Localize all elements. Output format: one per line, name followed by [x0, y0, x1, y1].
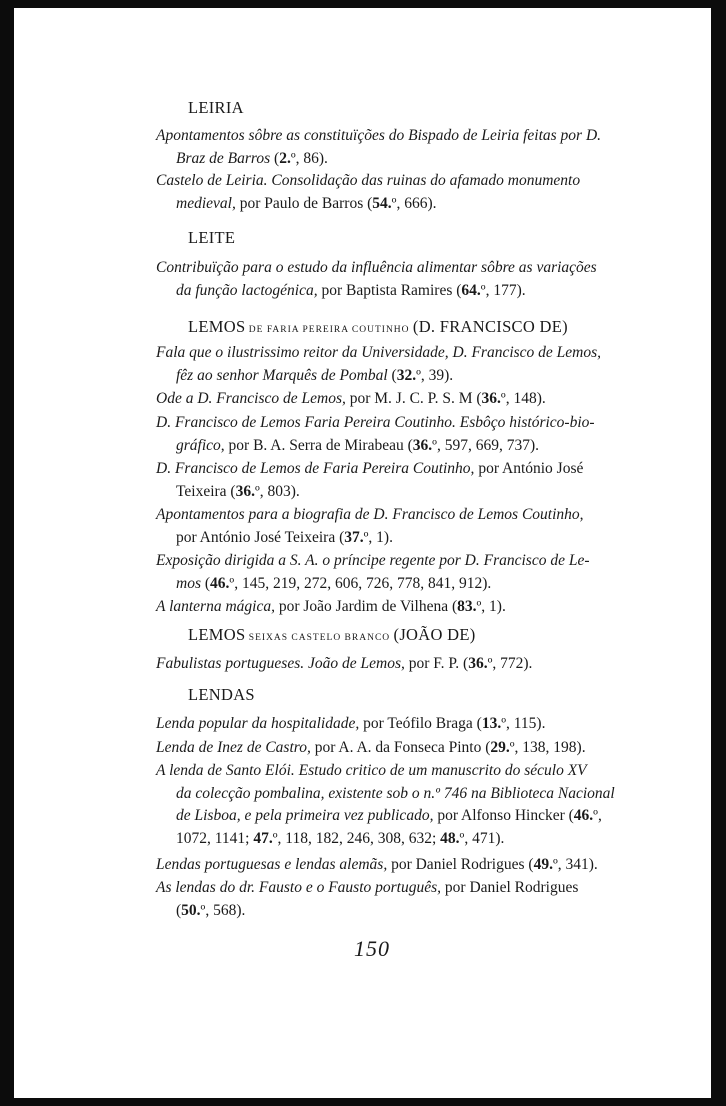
pages-text: º, 138, 198). [509, 739, 586, 756]
title-text: medieval, [176, 194, 236, 212]
volume-number: 49. [533, 856, 553, 873]
entry-line [156, 504, 641, 527]
title-text: Fabulistas portugueses. João de Lemos, [156, 655, 405, 672]
entry-line [156, 193, 641, 216]
plain-text: Teixeira ( [176, 482, 236, 500]
volume-number: 46. [210, 574, 230, 592]
volume-number: 36. [468, 655, 488, 672]
bibliography-entry [156, 713, 641, 736]
pages-text: º, 597, 669, 737). [432, 436, 539, 454]
title-text: gráfico, [176, 436, 225, 454]
pages-text: º, 115). [501, 715, 546, 732]
pages-text: º, 145, 219, 272, 606, 726, 778, 841, 912). [229, 574, 492, 592]
title-text: Apontamentos para a biografia de D. Francisco de Lemos Coutinho, [156, 506, 584, 523]
bibliography-entry [156, 504, 641, 549]
heading-rest: (JOÃO DE) [393, 625, 476, 644]
plain-text: por Paulo de Barros ( [235, 194, 373, 212]
entry-line [156, 170, 641, 193]
volume-number: 48. [440, 829, 460, 847]
volume-number: 32. [396, 366, 417, 384]
entry-line [156, 527, 641, 550]
plain-text: ( [387, 366, 397, 384]
book-page [14, 8, 711, 1098]
plain-text: por António José [474, 460, 584, 477]
title-text: Fala que o ilustrissimo reitor da Universidade, D. Francisco de Lemos, [156, 344, 602, 361]
entry-line [156, 573, 641, 596]
section-heading-leite [188, 228, 235, 248]
heading-main: LEMOS [188, 625, 246, 644]
heading-main: LEMOS [188, 317, 246, 336]
heading-small-caps: SEIXAS CASTELO BRANCO [245, 633, 394, 643]
volume-number: 37. [344, 528, 364, 546]
heading-main: LEITE [188, 228, 236, 247]
pages-text: º, 1). [476, 598, 506, 615]
volume-number: 47. [253, 829, 273, 847]
title-text: Contribuïção para o estudo da influência alimentar sôbre as variações [156, 259, 597, 276]
bibliography-entry [156, 737, 641, 760]
bibliography-entry [156, 760, 641, 850]
entry-line [156, 342, 641, 365]
plain-text: por João Jardim de Vilhena ( [274, 598, 458, 615]
title-text: As lendas do dr. Fausto e o Fausto português, [156, 879, 442, 896]
entry-line [156, 125, 641, 148]
pages-text: º, 177). [480, 281, 526, 299]
pages-text: º, 148). [500, 390, 546, 407]
title-text: D. Francisco de Lemos de Faria Pereira Coutinho, [156, 460, 475, 477]
section-heading-lemos-francisco [188, 317, 568, 337]
volume-number: 36. [235, 482, 255, 500]
pages-text: º, 341). [552, 856, 598, 873]
entry-line [156, 783, 641, 806]
title-text: A lanterna mágica, [156, 598, 275, 615]
volume-number: 64. [461, 281, 481, 299]
heading-main: LEIRIA [188, 98, 244, 117]
bibliography-entry [156, 550, 641, 595]
plain-text: por Teófilo Braga ( [359, 715, 482, 732]
entry-line [156, 435, 641, 458]
entry-line [156, 805, 641, 828]
pages-text: º, 1). [363, 528, 393, 546]
bibliography-entry [156, 458, 641, 503]
entry-line [156, 713, 641, 736]
plain-text: por A. A. da Fonseca Pinto ( [310, 739, 491, 756]
pages-text: º, 568). [200, 901, 246, 919]
plain-text: por Daniel Rodrigues ( [387, 856, 534, 873]
plain-text: por Daniel Rodrigues [441, 879, 579, 896]
bibliography-entry [156, 412, 641, 457]
section-heading-lendas [188, 685, 255, 705]
bibliography-entry [156, 877, 641, 922]
title-text: de Lisboa, e pela primeira vez publicado, [176, 807, 434, 824]
pages-text: º, 772). [487, 655, 533, 672]
plain-text: por António José Teixeira ( [176, 528, 345, 546]
plain-text: ( [176, 901, 182, 919]
entry-line [156, 365, 641, 388]
entry-line [156, 280, 641, 303]
heading-main: LENDAS [188, 685, 255, 704]
entry-line [156, 550, 641, 573]
pages-text: º, 471). [459, 829, 505, 847]
plain-text: por B. A. Serra de Mirabeau ( [224, 436, 413, 454]
pages-text: º, 803). [254, 482, 300, 500]
pages-text: º, [593, 807, 602, 824]
bibliography-entry [156, 125, 641, 170]
pages-text: º, 39). [416, 366, 454, 384]
plain-text: por M. J. C. P. S. M ( [345, 390, 482, 407]
title-text: A lenda de Santo Elói. Estudo critico de um manuscrito do século XV [156, 762, 587, 779]
entry-line [156, 257, 641, 280]
plain-text: ( [270, 149, 280, 167]
title-text: Braz de Barros [176, 149, 271, 167]
entry-line [156, 458, 641, 481]
volume-number: 36. [412, 436, 433, 454]
plain-text: por F. P. ( [404, 655, 469, 672]
entry-line [156, 596, 641, 619]
bibliography-entry [156, 170, 641, 215]
entry-line [156, 653, 641, 676]
title-text: Castelo de Leiria. Consolidação das ruinas do afamado monumento [156, 172, 581, 189]
entry-line [156, 760, 641, 783]
title-text: da função lactogénica, [176, 281, 318, 299]
plain-text: 1072, 1141; [176, 829, 254, 847]
volume-number: 83. [457, 598, 477, 615]
title-text: D. Francisco de Lemos Faria Pereira Coutinho. Esbôço histórico-bio- [156, 414, 595, 431]
entry-line [156, 481, 641, 504]
title-text: Ode a D. Francisco de Lemos, [156, 390, 346, 407]
entry-line [156, 148, 641, 171]
entry-line [156, 388, 641, 411]
pages-text: º, 666). [391, 194, 437, 212]
volume-number: 46. [573, 807, 594, 824]
title-text: Lenda popular da hospitalidade, [156, 715, 360, 732]
bibliography-entry [156, 854, 641, 877]
title-text: da colecção pombalina, existente sob o n.º 746 na Biblioteca Nacional [176, 784, 615, 802]
page-number: 150 [354, 936, 390, 961]
entry-line [156, 737, 641, 760]
title-text: Apontamentos sôbre as constituïções do Bispado de Leiria feitas por D. [156, 127, 602, 144]
bibliography-entry [156, 653, 641, 676]
heading-rest: (D. FRANCISCO DE) [412, 317, 568, 336]
heading-small-caps: DE FARIA PEREIRA COUTINHO [245, 325, 413, 335]
entry-line [156, 877, 641, 900]
title-text: fêz ao senhor Marquês de Pombal [176, 366, 388, 384]
bibliography-entry [156, 596, 641, 619]
volume-number: 29. [490, 739, 510, 756]
volume-number: 13. [481, 715, 502, 732]
bibliography-entry [156, 342, 641, 387]
entry-line [156, 854, 641, 877]
section-heading-leiria [188, 98, 244, 118]
pages-text: º, 86). [290, 149, 328, 167]
pages-text: º, 118, 182, 246, 308, 632; [272, 829, 441, 847]
volume-number: 50. [181, 901, 201, 919]
title-text: mos [176, 574, 201, 592]
title-text: Lendas portuguesas e lendas alemãs, [156, 856, 388, 873]
volume-number: 54. [372, 194, 392, 212]
entry-line [156, 828, 641, 851]
bibliography-entry [156, 257, 641, 302]
bibliography-entry [156, 388, 641, 411]
plain-text: por Baptista Ramires ( [317, 281, 462, 299]
entry-line [156, 412, 641, 435]
plain-text: por Alfonso Hincker ( [433, 807, 574, 824]
section-heading-lemos-joao [188, 625, 476, 645]
title-text: Lenda de Inez de Castro, [156, 739, 311, 756]
title-text: Exposição dirigida a S. A. o príncipe regente por D. Francisco de Le- [156, 552, 590, 569]
volume-number: 36. [481, 390, 501, 407]
plain-text: ( [200, 574, 211, 592]
volume-number: 2. [279, 149, 291, 167]
entry-line [156, 900, 641, 923]
